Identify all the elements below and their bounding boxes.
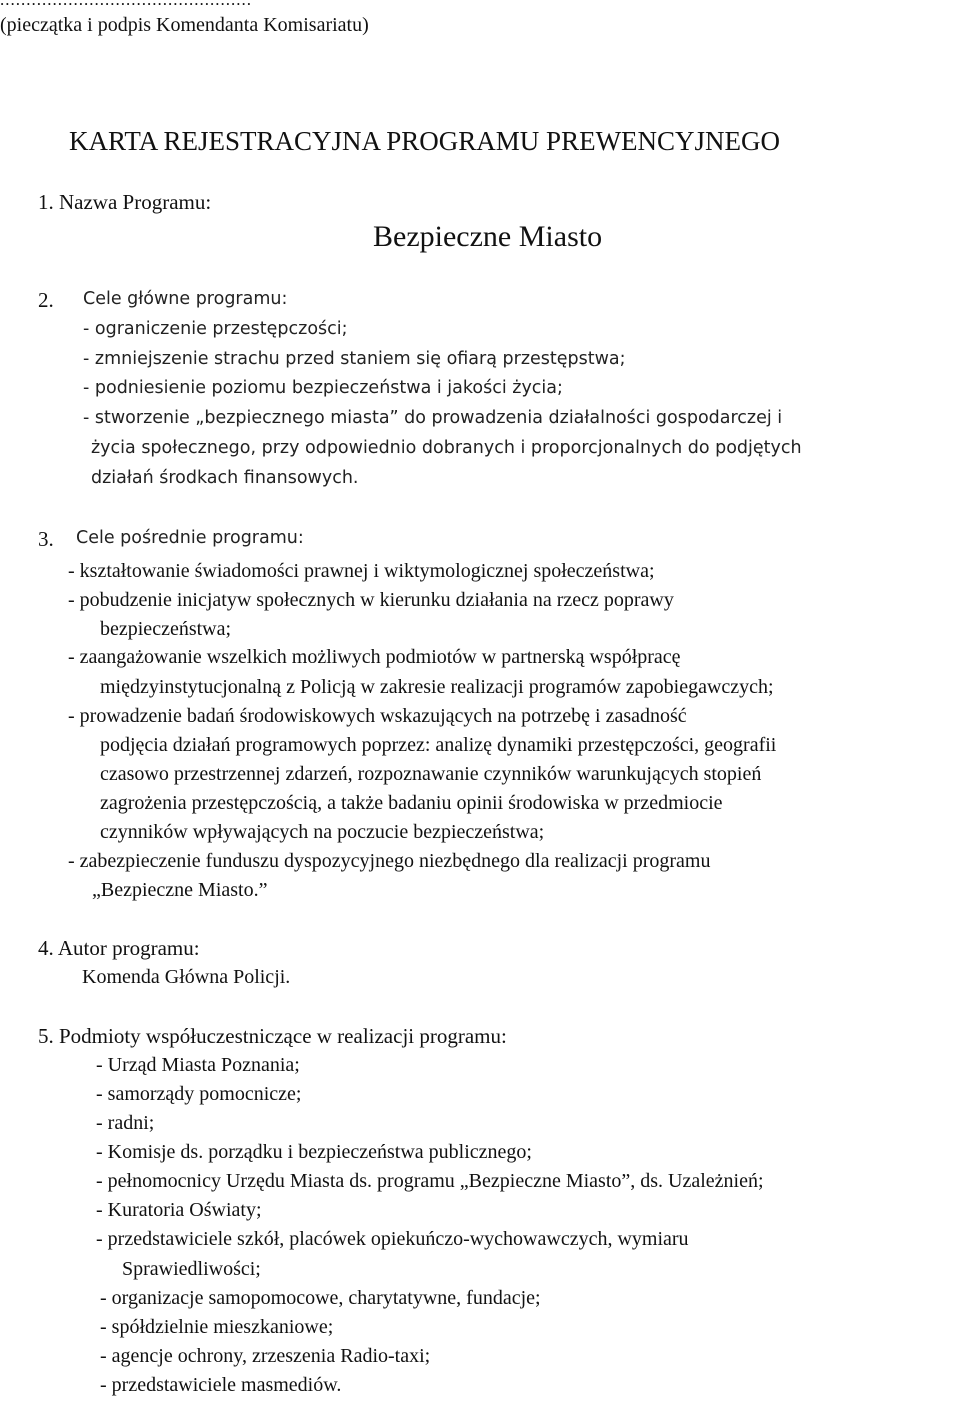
participant-item-cont: Sprawiedliwości; (122, 1258, 261, 1280)
section-3-item: - zaangażowanie wszelkich możliwych podmiotów w partnerską współpracę (68, 646, 681, 668)
section-3-item: - pobudzenie inicjatyw społecznych w kierunku działania na rzecz poprawy (68, 589, 674, 611)
section-3-item: - zabezpieczenie funduszu dyspozycyjnego niezbędnego dla realizacji programu (68, 850, 711, 872)
stamp-caption: (pieczątka i podpis Komendanta Komisariatu) (0, 14, 369, 36)
section-4-heading: 4. Autor programu: (38, 936, 200, 960)
section-5-heading: 5. Podmioty współuczestniczące w realizacji programu: (38, 1024, 507, 1048)
section-3-item-cont: bezpieczeństwa; (100, 618, 232, 640)
section-2-item-cont: działań środkach finansowych. (91, 468, 359, 488)
section-3-item-cont: „Bezpieczne Miasto.” (92, 879, 268, 901)
participant-item: - Komisje ds. porządku i bezpieczeństwa publicznego; (96, 1141, 532, 1163)
participant-item: - przedstawiciele masmediów. (100, 1374, 342, 1396)
section-3-item-cont: podjęcia działań programowych poprzez: analizę dynamiki przestępczości, geografii (100, 734, 777, 756)
section-3-number: 3. (38, 527, 54, 551)
document-title: KARTA REJESTRACYJNA PROGRAMU PREWENCYJNEGO (69, 126, 781, 156)
section-2-item: - ograniczenie przestępczości; (83, 319, 348, 339)
section-2-heading: Cele główne programu: (83, 289, 288, 309)
participant-item: - samorządy pomocnicze; (96, 1083, 302, 1105)
section-3-item-cont: zagrożenia przestępczością, a także badaniu opinii środowiska w przedmiocie (100, 792, 723, 814)
program-author: Komenda Główna Policji. (82, 966, 291, 988)
participant-item: - przedstawiciele szkół, placówek opiekuńczo-wychowawczych, wymiaru (96, 1228, 689, 1250)
signature-dots (0, 0, 252, 8)
section-2-item: - zmniejszenie strachu przed staniem się ofiarą przestępstwa; (83, 349, 626, 369)
section-3-heading: Cele pośrednie programu: (76, 528, 304, 548)
section-3-item-cont: międzyinstytucjonalną z Policją w zakresie realizacji programów zapobiegawczych; (100, 676, 774, 698)
section-2-item-cont: życia społecznego, przy odpowiednio dobranych i proporcjonalnych do podjętych (91, 438, 802, 458)
participant-item: - radni; (96, 1112, 155, 1134)
participant-item: - pełnomocnicy Urzędu Miasta ds. programu „Bezpieczne Miasto”, ds. Uzależnień; (96, 1170, 764, 1192)
section-2-item: - podniesienie poziomu bezpieczeństwa i jakości życia; (83, 378, 563, 398)
participant-item: - Kuratoria Oświaty; (96, 1199, 262, 1221)
program-name: Bezpieczne Miasto (373, 220, 603, 253)
section-2-item: - stworzenie „bezpiecznego miasta” do prowadzenia działalności gospodarczej i (83, 408, 783, 428)
section-3-item: - kształtowanie świadomości prawnej i wiktymologicznej społeczeństwa; (68, 560, 655, 582)
section-2-number: 2. (38, 288, 54, 312)
section-3-item-cont: czynników wpływających na poczucie bezpieczeństwa; (100, 821, 545, 843)
section-3-item-cont: czasowo przestrzennej zdarzeń, rozpoznawanie czynników warunkujących stopień (100, 763, 762, 785)
participant-item: - agencje ochrony, zrzeszenia Radio-taxi; (100, 1345, 431, 1367)
section-1-heading: 1. Nazwa Programu: (38, 190, 212, 214)
section-3-item: - prowadzenie badań środowiskowych wskazujących na potrzebę i zasadność (68, 705, 687, 727)
participant-item: - Urząd Miasta Poznania; (96, 1054, 300, 1076)
participant-item: - organizacje samopomocowe, charytatywne, fundacje; (100, 1287, 541, 1309)
participant-item: - spółdzielnie mieszkaniowe; (100, 1316, 334, 1338)
